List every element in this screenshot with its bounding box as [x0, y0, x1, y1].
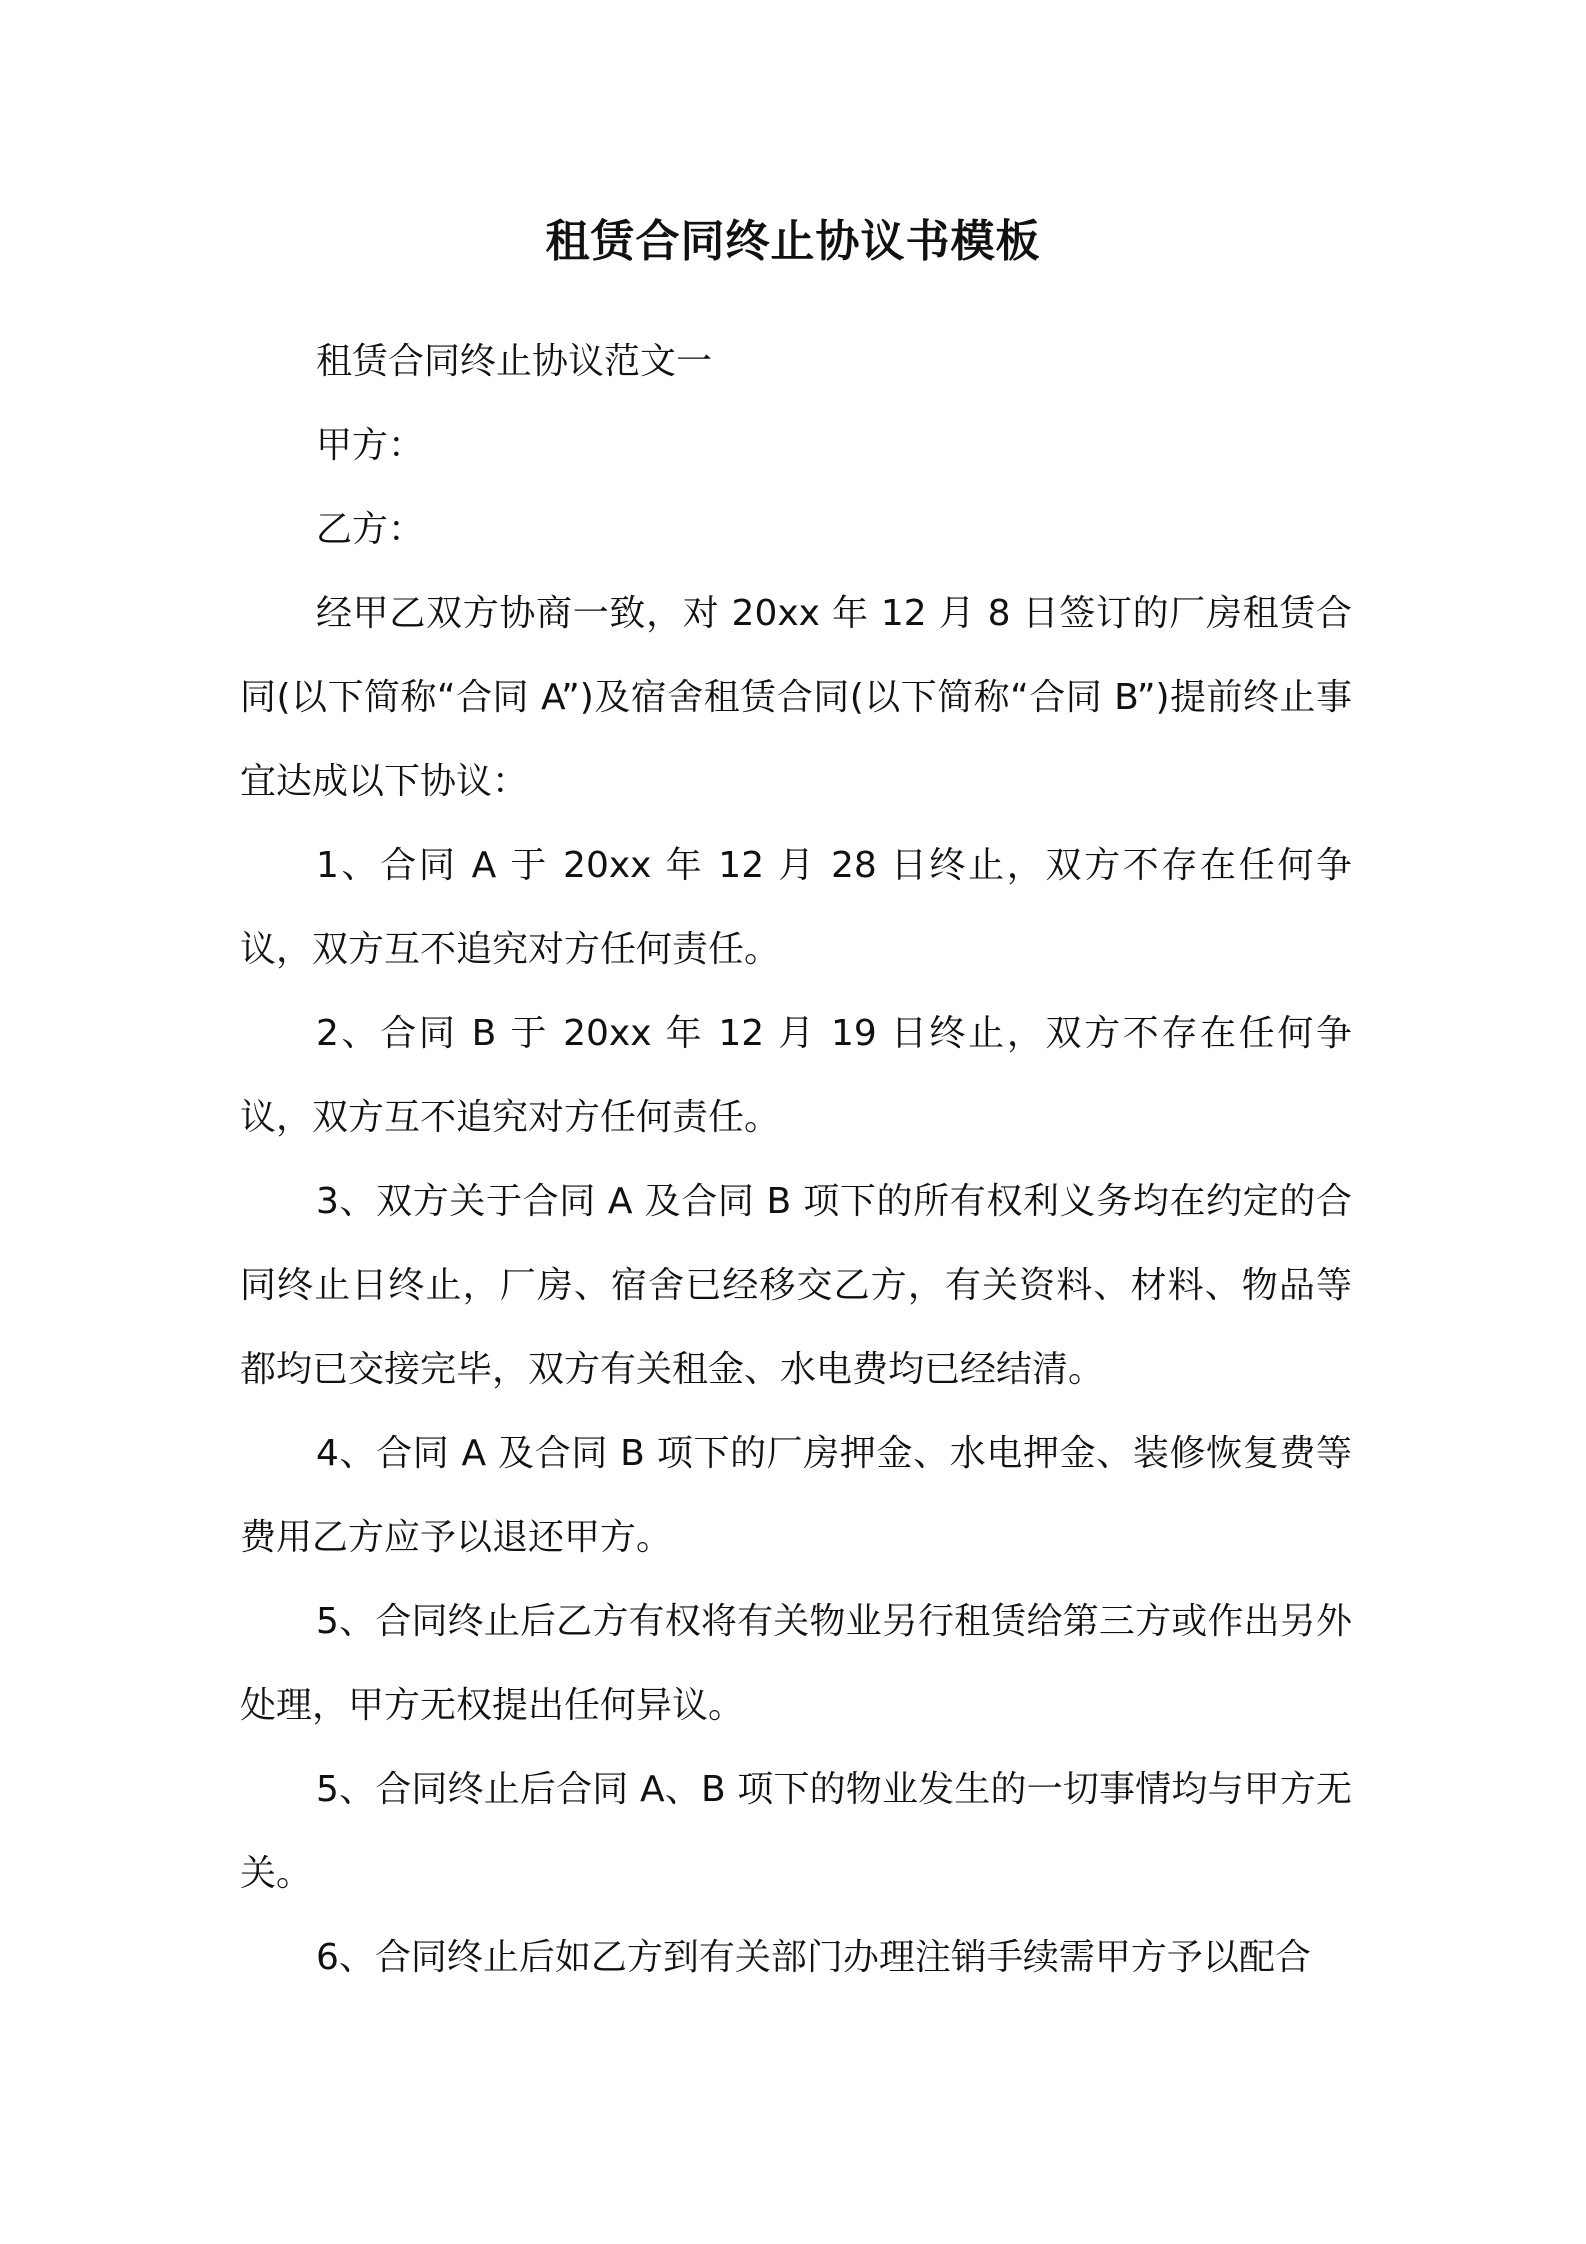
clause-paragraph: 5、合同终止后乙方有权将有关物业另行租赁给第三方或作出另外处理，甲方无权提出任何异议。 — [240, 1601, 1352, 1726]
clause-paragraph: 4、合同 A 及合同 B 项下的厂房押金、水电押金、装修恢复费等费用乙方应予以退还甲方。 — [240, 1433, 1352, 1558]
subtitle-paragraph: 租赁合同终止协议范文一 — [316, 341, 713, 382]
party-a-paragraph: 甲方： — [316, 425, 425, 466]
party-b-paragraph: 乙方： — [316, 509, 425, 550]
intro-paragraph: 经甲乙双方协商一致，对 20xx 年 12 月 8 日签订的厂房租赁合同(以下简称“合同 A”)及宿舍租赁合同(以下简称“合同 B”)提前终止事宜达成以下协议： — [240, 593, 1352, 802]
document-title: 租赁合同终止协议书模板 — [545, 216, 1041, 267]
clause-paragraph: 2、合同 B 于 20xx 年 12 月 19 日终止，双方不存在任何争议，双方互不追究对方任何责任。 — [240, 1013, 1352, 1138]
document-body — [240, 320, 1352, 2000]
clause-paragraph: 1、合同 A 于 20xx 年 12 月 28 日终止，双方不存在任何争议，双方互不追究对方任何责任。 — [240, 845, 1352, 970]
clause-paragraph: 3、双方关于合同 A 及合同 B 项下的所有权利义务均在约定的合同终止日终止，厂房、宿舍已经移交乙方，有关资料、材料、物品等都均已交接完毕，双方有关租金、水电费均已经结清。 — [240, 1181, 1352, 1390]
clause-paragraph: 5、合同终止后合同 A、B 项下的物业发生的一切事情均与甲方无关。 — [240, 1769, 1352, 1894]
clause-paragraph: 6、合同终止后如乙方到有关部门办理注销手续需甲方予以配合 — [316, 1937, 1311, 1978]
